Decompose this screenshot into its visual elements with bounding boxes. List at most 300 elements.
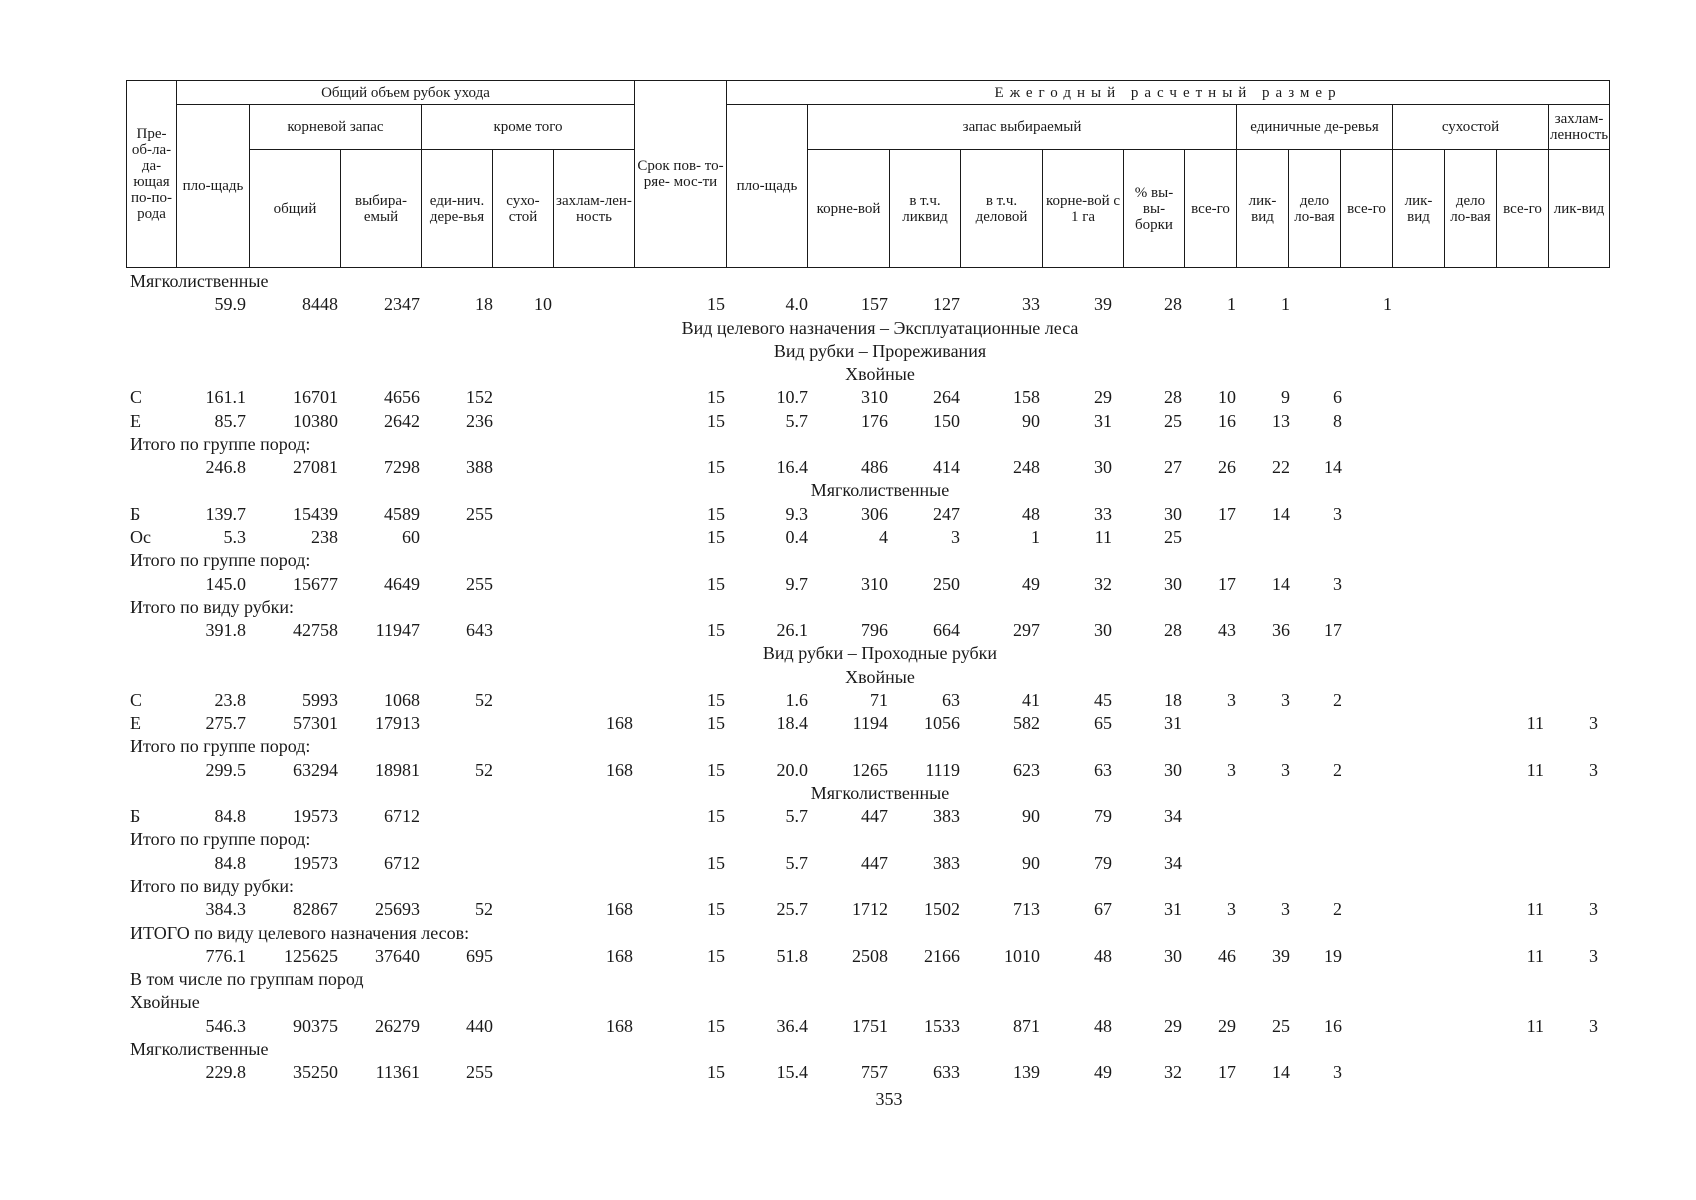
table-cell: 168 [606, 760, 633, 780]
table-cell: 15 [707, 806, 725, 826]
table-cell: 1502 [924, 899, 960, 919]
table-cell: 33 [1022, 294, 1040, 314]
table-row [0, 945, 1696, 967]
table-cell: 3 [1281, 690, 1290, 710]
table-cell: 48 [1094, 946, 1112, 966]
table-cell: 15 [707, 457, 725, 477]
header-single-liquid: лик-вид [1237, 150, 1289, 268]
table-cell: 2 [1333, 690, 1342, 710]
table-cell: 383 [933, 806, 960, 826]
species-code: Б [130, 504, 141, 524]
group-label: Итого по группе пород: [130, 736, 311, 756]
table-cell: 29 [1218, 1016, 1236, 1036]
table-cell: 176 [861, 411, 888, 431]
page-number: 353 [875, 1089, 903, 1109]
header-root-stock: корневой запас [250, 105, 422, 150]
table-cell: 90375 [293, 1016, 338, 1036]
table-cell: 2 [1333, 899, 1342, 919]
species-code: Ос [130, 527, 151, 547]
section-heading: Хвойные [845, 667, 915, 687]
table-cell: 42758 [293, 620, 338, 640]
table-cell: 25 [1164, 411, 1182, 431]
table-cell: 255 [466, 504, 493, 524]
table-cell: 8 [1333, 411, 1342, 431]
group-label: Итого по группе пород: [130, 550, 311, 570]
table-cell: 30 [1164, 504, 1182, 524]
table-cell: 1.6 [785, 690, 808, 710]
table-cell: 65 [1094, 713, 1112, 733]
table-cell: 45 [1094, 690, 1112, 710]
table-cell: 2347 [384, 294, 420, 314]
table-cell: 236 [466, 411, 493, 431]
group-label: Итого по группе пород: [130, 434, 311, 454]
table-cell: 3 [1589, 899, 1598, 919]
table-cell: 2508 [852, 946, 888, 966]
table-cell: 15 [707, 760, 725, 780]
table-cell: 84.8 [214, 853, 246, 873]
table-cell: 713 [1013, 899, 1040, 919]
table-cell: 14 [1272, 504, 1290, 524]
table-cell: 29 [1094, 387, 1112, 407]
table-cell: 384.3 [205, 899, 246, 919]
table-cell: 3 [1589, 713, 1598, 733]
table-cell: 546.3 [205, 1016, 246, 1036]
table-cell: 63294 [293, 760, 338, 780]
table-cell: 14 [1272, 1062, 1290, 1082]
table-cell: 229.8 [205, 1062, 246, 1082]
table-cell: 3 [951, 527, 960, 547]
table-row [0, 712, 1696, 734]
table-cell: 57301 [293, 713, 338, 733]
table-row [0, 526, 1696, 548]
header-root-per-ha: корне-вой с 1 га [1043, 150, 1124, 268]
header-clutter-total: все-го [1497, 150, 1549, 268]
header-single-trees-group: единичные де-ревья [1237, 105, 1393, 150]
table-cell: 79 [1094, 806, 1112, 826]
table-cell: 18 [1164, 690, 1182, 710]
group-label: В том числе по группам пород [130, 969, 364, 989]
table-cell: 29 [1164, 1016, 1182, 1036]
species-code: С [130, 690, 143, 710]
table-cell: 17 [1218, 504, 1236, 524]
table-cell: 2 [1333, 760, 1342, 780]
table-row [0, 410, 1696, 432]
table-cell: 49 [1094, 1062, 1112, 1082]
table-cell: 16701 [293, 387, 338, 407]
table-row [0, 1061, 1696, 1083]
table-cell: 139.7 [205, 504, 246, 524]
table-cell: 26279 [375, 1016, 420, 1036]
table-cell: 15 [707, 899, 725, 919]
section-heading: Мягколиственные [810, 783, 950, 803]
table-cell: 1119 [925, 760, 960, 780]
table-cell: 250 [933, 574, 960, 594]
table-cell: 2166 [924, 946, 960, 966]
table-cell: 18981 [375, 760, 420, 780]
table-cell: 14 [1324, 457, 1342, 477]
group-label: Итого по виду рубки: [130, 876, 295, 896]
table-cell: 1068 [384, 690, 420, 710]
table-cell: 36.4 [776, 1016, 808, 1036]
table-cell: 9 [1281, 387, 1290, 407]
table-cell: 60 [402, 527, 420, 547]
table-cell: 871 [1013, 1016, 1040, 1036]
table-cell: 15 [707, 574, 725, 594]
table-cell: 33 [1094, 504, 1112, 524]
species-code: Е [130, 411, 141, 431]
table-cell: 7298 [384, 457, 420, 477]
table-cell: 275.7 [205, 713, 246, 733]
table-cell: 10 [534, 294, 552, 314]
table-row [0, 759, 1696, 781]
table-cell: 1194 [852, 713, 888, 733]
table-cell: 1056 [924, 713, 960, 733]
table-cell: 3 [1589, 946, 1598, 966]
header-deadwood-liquid: лик-вид [1393, 150, 1445, 268]
table-cell: 5.7 [785, 411, 808, 431]
table-cell: 16.4 [776, 457, 808, 477]
table-cell: 67 [1094, 899, 1112, 919]
table-cell: 27081 [293, 457, 338, 477]
table-cell: 90 [1022, 411, 1040, 431]
table-row [0, 293, 1696, 315]
table-row [0, 503, 1696, 525]
table-cell: 152 [466, 387, 493, 407]
table-header [126, 80, 1610, 268]
table-cell: 18.4 [776, 713, 808, 733]
section-heading: Вид рубки – Проходные рубки [762, 643, 998, 663]
header-total-volume: Общий объем рубок ухода [177, 81, 635, 105]
table-cell: 41 [1022, 690, 1040, 710]
table-cell: 3 [1281, 899, 1290, 919]
table-cell: 3 [1333, 574, 1342, 594]
table-cell: 52 [475, 760, 493, 780]
table-row [0, 852, 1696, 874]
header-deadwood-group: сухостой [1393, 105, 1549, 150]
table-cell: 4656 [384, 387, 420, 407]
table-cell: 15 [707, 504, 725, 524]
table-cell: 1751 [852, 1016, 888, 1036]
table-cell: 623 [1013, 760, 1040, 780]
header-annual-area: пло-щадь [727, 105, 808, 268]
table-cell: 11361 [375, 1062, 420, 1082]
table-cell: 1712 [852, 899, 888, 919]
table-cell: 5.7 [785, 806, 808, 826]
table-cell: 1 [1031, 527, 1040, 547]
table-cell: 90 [1022, 806, 1040, 826]
table-cell: 32 [1094, 574, 1112, 594]
table-cell: 30 [1094, 457, 1112, 477]
table-row [0, 1015, 1696, 1037]
table-cell: 255 [466, 574, 493, 594]
table-cell: 388 [466, 457, 493, 477]
table-cell: 11 [1094, 527, 1112, 547]
table-cell: 52 [475, 690, 493, 710]
table-cell: 23.8 [214, 690, 246, 710]
table-cell: 26.1 [776, 620, 808, 640]
table-cell: 8448 [302, 294, 338, 314]
table-cell: 11 [1526, 946, 1544, 966]
table-cell: 310 [861, 574, 888, 594]
table-cell: 11 [1526, 713, 1544, 733]
table-cell: 11 [1526, 899, 1544, 919]
table-cell: 31 [1094, 411, 1112, 431]
table-cell: 15 [707, 387, 725, 407]
table-cell: 19 [1324, 946, 1342, 966]
table-cell: 6712 [384, 853, 420, 873]
table-cell: 161.1 [205, 387, 246, 407]
table-cell: 1010 [1004, 946, 1040, 966]
table-cell: 3 [1227, 760, 1236, 780]
table-row [0, 805, 1696, 827]
table-cell: 9.7 [785, 574, 808, 594]
header-area: пло-щадь [177, 105, 250, 268]
table-cell: 796 [861, 620, 888, 640]
table-cell: 582 [1013, 713, 1040, 733]
header-period: Срок пов- то-ряе- мос-ти [635, 81, 727, 268]
table-cell: 248 [1013, 457, 1040, 477]
table-cell: 4 [879, 527, 888, 547]
table-cell: 145.0 [205, 574, 246, 594]
table-cell: 26 [1218, 457, 1236, 477]
table-cell: 168 [606, 899, 633, 919]
section-heading: Вид рубки – Прореживания [773, 341, 987, 361]
table-cell: 17 [1218, 574, 1236, 594]
table-cell: 15 [707, 690, 725, 710]
table-cell: 10 [1218, 387, 1236, 407]
table-cell: 125625 [284, 946, 338, 966]
table-row [0, 898, 1696, 920]
species-code: Е [130, 713, 141, 733]
table-cell: 27 [1164, 457, 1182, 477]
table-cell: 49 [1022, 574, 1040, 594]
table-cell: 51.8 [776, 946, 808, 966]
table-cell: 238 [311, 527, 338, 547]
table-cell: 15 [707, 620, 725, 640]
table-cell: 36 [1272, 620, 1290, 640]
table-cell: 1 [1227, 294, 1236, 314]
table-cell: 28 [1164, 620, 1182, 640]
header-annual-size: Ежегодный расчетный размер [727, 81, 1610, 105]
header-incl-business: в т.ч. деловой [961, 150, 1043, 268]
header-root: корне-вой [808, 150, 890, 268]
group-label: ИТОГО по виду целевого назначения лесов: [130, 923, 470, 943]
header-root-select: выбира-емый [341, 150, 422, 268]
table-cell: 168 [606, 1016, 633, 1036]
table-cell: 31 [1164, 713, 1182, 733]
table-cell: 48 [1094, 1016, 1112, 1036]
table-cell: 15.4 [776, 1062, 808, 1082]
table-cell: 90 [1022, 853, 1040, 873]
table-cell: 255 [466, 1062, 493, 1082]
table-cell: 157 [861, 294, 888, 314]
table-cell: 71 [870, 690, 888, 710]
table-cell: 17 [1324, 620, 1342, 640]
table-row [0, 456, 1696, 478]
table-cell: 79 [1094, 853, 1112, 873]
table-cell: 158 [1013, 387, 1040, 407]
table-cell: 6712 [384, 806, 420, 826]
table-cell: 10.7 [776, 387, 808, 407]
table-cell: 11947 [375, 620, 420, 640]
table-cell: 85.7 [214, 411, 246, 431]
species-code: С [130, 387, 143, 407]
table-cell: 299.5 [205, 760, 246, 780]
header-incl-liquid: в т.ч. ликвид [890, 150, 961, 268]
table-cell: 4.0 [785, 294, 808, 314]
table-cell: 11 [1526, 1016, 1544, 1036]
table-cell: 1265 [852, 760, 888, 780]
header-besides: кроме того [422, 105, 635, 150]
table-cell: 63 [1094, 760, 1112, 780]
table-cell: 9.3 [785, 504, 808, 524]
table-cell: 15439 [293, 504, 338, 524]
table-cell: 3 [1227, 690, 1236, 710]
table-cell: 247 [933, 504, 960, 524]
table-cell: 25 [1272, 1016, 1290, 1036]
table-cell: 39 [1272, 946, 1290, 966]
table-cell: 30 [1164, 760, 1182, 780]
header-deadwood-business: дело ло-вая [1445, 150, 1497, 268]
table-cell: 43 [1218, 620, 1236, 640]
table-row [0, 386, 1696, 408]
table-cell: 63 [942, 690, 960, 710]
table-cell: 15 [707, 411, 725, 431]
header-clutter-liquid: лик-вид [1549, 150, 1610, 268]
table-cell: 3 [1227, 899, 1236, 919]
table-cell: 168 [606, 946, 633, 966]
table-cell: 0.4 [785, 527, 808, 547]
table-cell: 15 [707, 1062, 725, 1082]
header-pct-select: % вы-вы-борки [1124, 150, 1185, 268]
table-cell: 127 [933, 294, 960, 314]
table-cell: 3 [1333, 504, 1342, 524]
table-cell: 695 [466, 946, 493, 966]
table-cell: 150 [933, 411, 960, 431]
table-cell: 447 [861, 853, 888, 873]
section-heading: Мягколиственные [810, 480, 950, 500]
table-cell: 34 [1164, 806, 1182, 826]
table-cell: 10380 [293, 411, 338, 431]
header-deadwood-total: все-го [1341, 150, 1393, 268]
table-cell: 757 [861, 1062, 888, 1082]
table-cell: 3 [1333, 1062, 1342, 1082]
table-cell: 633 [933, 1062, 960, 1082]
table-cell: 383 [933, 853, 960, 873]
table-cell: 52 [475, 899, 493, 919]
table-cell: 486 [861, 457, 888, 477]
table-cell: 440 [466, 1016, 493, 1036]
header-clutter: захлам-лен-ность [554, 150, 635, 268]
table-cell: 48 [1022, 504, 1040, 524]
table-cell: 3 [1281, 760, 1290, 780]
table-cell: 25.7 [776, 899, 808, 919]
table-cell: 46 [1218, 946, 1236, 966]
table-cell: 17913 [375, 713, 420, 733]
table-cell: 25693 [375, 899, 420, 919]
table-cell: 391.8 [205, 620, 246, 640]
table-cell: 13 [1272, 411, 1290, 431]
header-clutter-group: захлам-ленность [1549, 105, 1610, 150]
table-cell: 30 [1164, 946, 1182, 966]
table-cell: 776.1 [205, 946, 246, 966]
header-root-total: общий [250, 150, 341, 268]
table-cell: 306 [861, 504, 888, 524]
table-cell: 11 [1526, 760, 1544, 780]
table-cell: 19573 [293, 806, 338, 826]
species-code: Б [130, 806, 141, 826]
table-cell: 1 [1281, 294, 1290, 314]
table-cell: 139 [1013, 1062, 1040, 1082]
table-cell: 32 [1164, 1062, 1182, 1082]
table-cell: 82867 [293, 899, 338, 919]
section-heading: Хвойные [845, 364, 915, 384]
group-label: Хвойные [130, 992, 200, 1012]
table-cell: 6 [1333, 387, 1342, 407]
table-cell: 15 [707, 1016, 725, 1036]
table-cell: 16 [1218, 411, 1236, 431]
table-cell: 264 [933, 387, 960, 407]
table-cell: 30 [1164, 574, 1182, 594]
table-cell: 4649 [384, 574, 420, 594]
table-cell: 1 [1383, 294, 1392, 314]
table-cell: 168 [606, 713, 633, 733]
group-label: Мягколиственные [130, 271, 269, 291]
header-stock-selected: запас выбираемый [808, 105, 1237, 150]
header-single-total: все-го [1185, 150, 1237, 268]
table-cell: 16 [1324, 1016, 1342, 1036]
table-cell: 1533 [924, 1016, 960, 1036]
header-single-business: дело ло-вая [1289, 150, 1341, 268]
table-cell: 15677 [293, 574, 338, 594]
table-cell: 2642 [384, 411, 420, 431]
group-label: Мягколиственные [130, 1039, 269, 1059]
table-cell: 18 [475, 294, 493, 314]
table-cell: 25 [1164, 527, 1182, 547]
table-cell: 31 [1164, 899, 1182, 919]
header-deadwood: сухо-стой [493, 150, 554, 268]
table-cell: 15 [707, 853, 725, 873]
table-cell: 20.0 [776, 760, 808, 780]
table-cell: 5.7 [785, 853, 808, 873]
group-label: Итого по виду рубки: [130, 597, 295, 617]
header-species: Пре-об-ла-да-ющая по-по-рода [127, 81, 177, 268]
table-cell: 15 [707, 294, 725, 314]
table-cell: 84.8 [214, 806, 246, 826]
group-label: Итого по группе пород: [130, 829, 311, 849]
table-cell: 15 [707, 946, 725, 966]
table-cell: 3 [1589, 760, 1598, 780]
table-cell: 34 [1164, 853, 1182, 873]
table-cell: 59.9 [214, 294, 246, 314]
table-cell: 5.3 [223, 527, 246, 547]
table-cell: 15 [707, 713, 725, 733]
table-cell: 37640 [375, 946, 420, 966]
table-row [0, 573, 1696, 595]
table-cell: 35250 [293, 1062, 338, 1082]
table-cell: 246.8 [205, 457, 246, 477]
table-cell: 664 [933, 620, 960, 640]
table-cell: 39 [1094, 294, 1112, 314]
table-cell: 3 [1589, 1016, 1598, 1036]
table-cell: 22 [1272, 457, 1290, 477]
table-cell: 297 [1013, 620, 1040, 640]
table-cell: 447 [861, 806, 888, 826]
table-cell: 4589 [384, 504, 420, 524]
table-cell: 17 [1218, 1062, 1236, 1082]
table-cell: 28 [1164, 294, 1182, 314]
table-cell: 310 [861, 387, 888, 407]
